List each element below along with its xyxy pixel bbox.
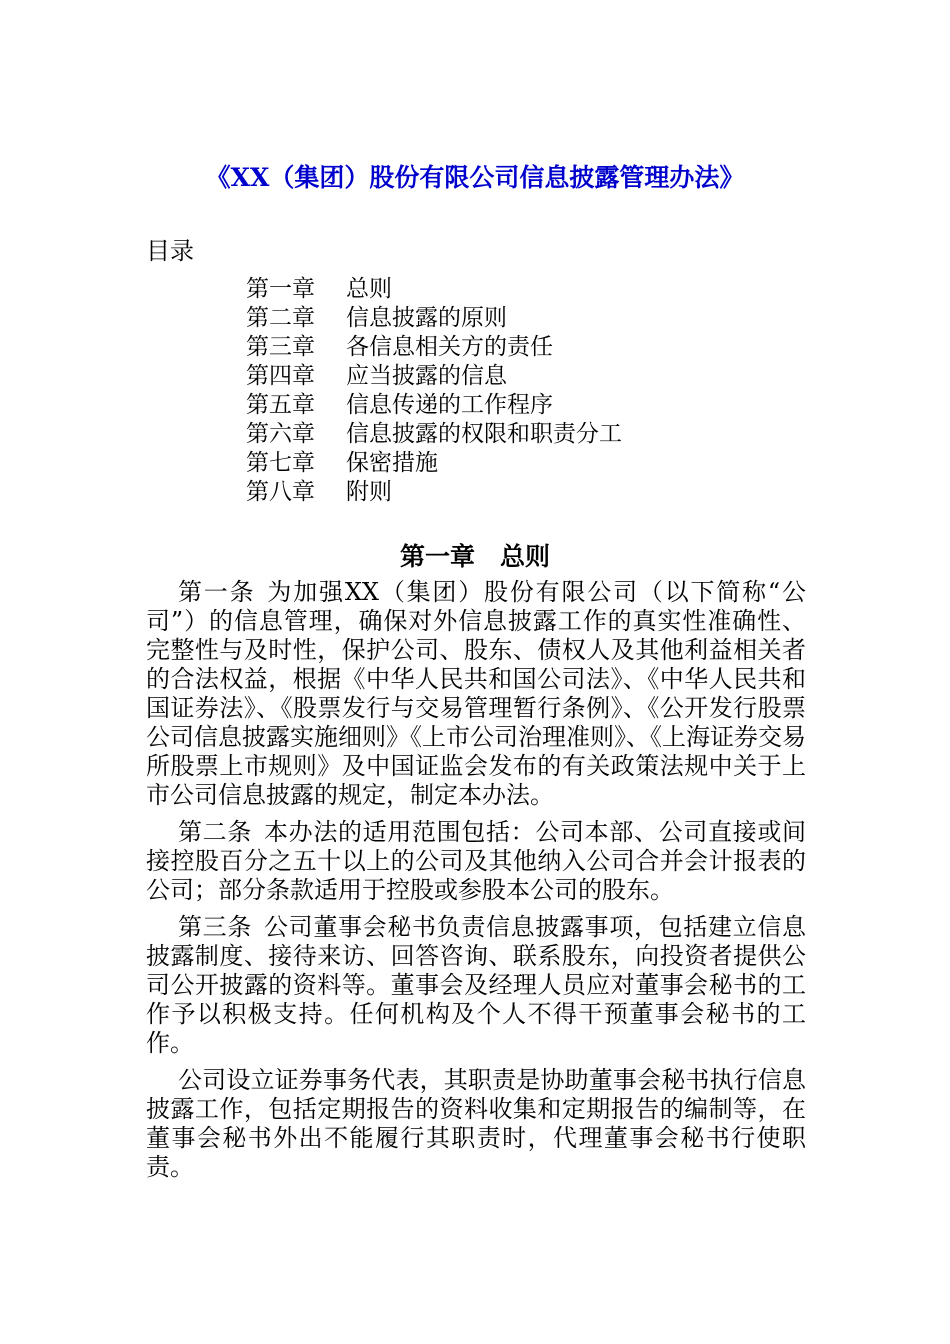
toc-item-number: 第二章	[246, 305, 315, 331]
table-of-contents	[246, 275, 622, 507]
toc-item	[246, 304, 622, 333]
toc-item-title: 附则	[346, 479, 392, 505]
article-paragraph	[146, 818, 806, 905]
toc-item	[246, 275, 622, 304]
toc-item-title: 保密措施	[346, 450, 438, 476]
toc-item-title: 应当披露的信息	[346, 363, 507, 389]
toc-item-number: 第八章	[246, 479, 315, 505]
toc-item-title: 信息披露的权限和职责分工	[346, 421, 622, 447]
toc-item	[246, 362, 622, 391]
article-text: 本办法的适用范围包括：公司本部、公司直接或间接控股百分之五十以上的公司及其他纳入公司合并会计报表的公司；部分条款适用于控股或参股本公司的股东。	[146, 818, 806, 904]
body-paragraph: 公司设立证券事务代表，其职责是协助董事会秘书执行信息披露工作，包括定期报告的资料收集和定期报告的编制等，在董事会秘书外出不能履行其职责时，代理董事会秘书行使职责。	[146, 1066, 806, 1181]
toc-heading: 目录	[146, 237, 194, 265]
article-paragraph	[146, 578, 806, 810]
toc-item	[246, 391, 622, 420]
toc-item-title: 各信息相关方的责任	[346, 334, 553, 360]
chapter-body	[146, 578, 806, 1190]
article-label: 第一条	[178, 578, 256, 606]
toc-item-number: 第五章	[246, 392, 315, 418]
toc-item-title: 信息披露的原则	[346, 305, 507, 331]
toc-item-number: 第三章	[246, 334, 315, 360]
article-text: 公司董事会秘书负责信息披露事项，包括建立信息披露制度、接待来访、回答咨询、联系股东，向投资者提供公司公开披露的资料等。董事会及经理人员应对董事会秘书的工作予以积极支持。任何机构及个人不得干预董事会秘书的工作。	[146, 913, 806, 1057]
toc-item-title: 总则	[346, 276, 392, 302]
article-text: 为加强XX（集团）股份有限公司（以下简称“公司”）的信息管理，确保对外信息披露工作的真实性准确性、完整性与及时性，保护公司、股东、债权人及其他利益相关者的合法权益，根据《中华人民共和国公司法》、《中华人民共和国证券法》、《股票发行与交易管理暂行条例》、《公开发行股票公司信息披露实施细则》《上市公司治理准则》、《上海证券交易所股票上市规则》及中国证监会发布的有关政策法规中关于上市公司信息披露的规定，制定本办法。	[146, 578, 806, 809]
article-label: 第二条	[178, 818, 252, 846]
toc-item-number: 第四章	[246, 363, 315, 389]
toc-item	[246, 333, 622, 362]
toc-item-number: 第六章	[246, 421, 315, 447]
toc-item	[246, 420, 622, 449]
toc-item-number: 第一章	[246, 276, 315, 302]
document-title: 《XX（集团）股份有限公司信息披露管理办法》	[205, 163, 745, 192]
article-label: 第三条	[178, 913, 252, 941]
article-paragraph	[146, 913, 806, 1058]
chapter-heading: 第一章 总则	[399, 542, 550, 571]
toc-item	[246, 449, 622, 478]
toc-item	[246, 478, 622, 507]
toc-item-number: 第七章	[246, 450, 315, 476]
toc-item-title: 信息传递的工作程序	[346, 392, 553, 418]
